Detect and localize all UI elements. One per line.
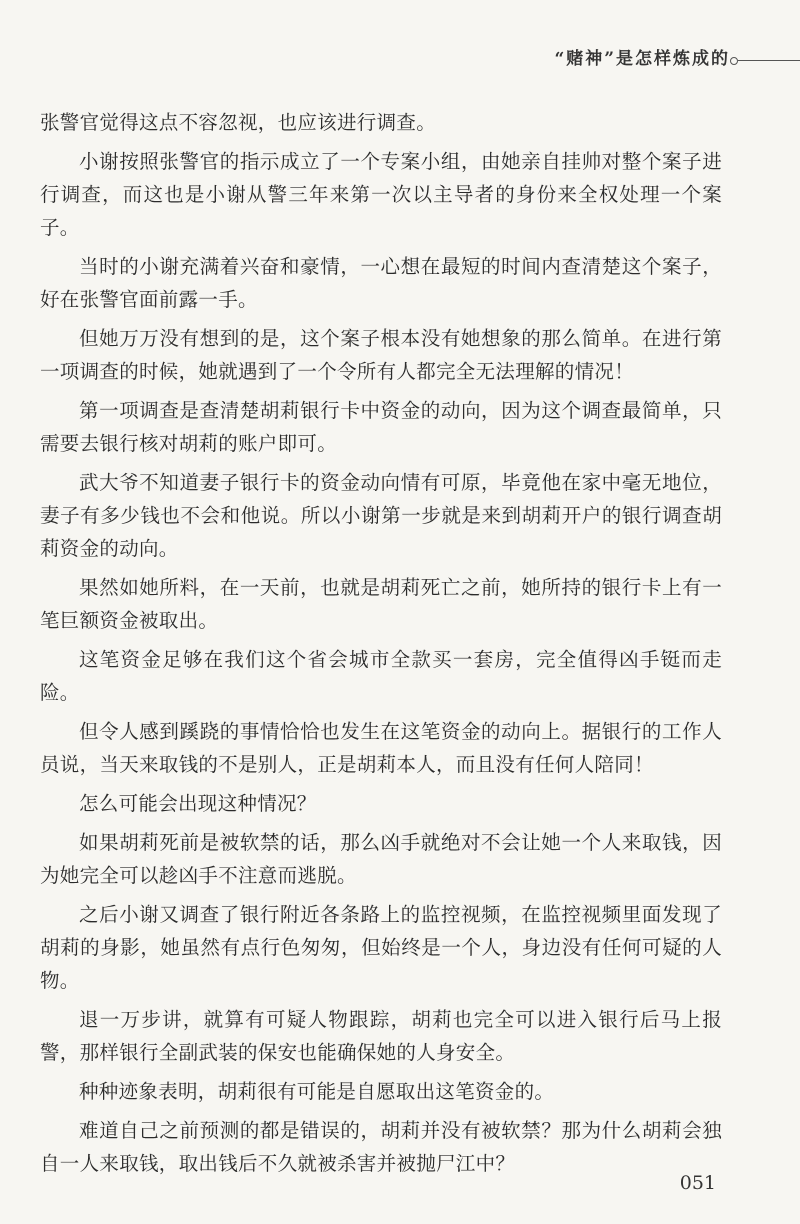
running-header-title: “赌神”是怎样炼成的 <box>554 49 730 69</box>
paragraph: 这笔资金足够在我们这个省会城市全款买一套房，完全值得凶手铤而走险。 <box>40 648 722 704</box>
paragraph: 如果胡莉死前是被软禁的话，那么凶手就绝对不会让她一个人来取钱，因为她完全可以趁凶手不注意而逃脱。 <box>40 831 722 887</box>
paragraph: 退一万步讲，就算有可疑人物跟踪，胡莉也完全可以进入银行后马上报警，那样银行全副武装的保安也能确保她的人身安全。 <box>40 1008 722 1064</box>
paragraph: 怎么可能会出现这种情况？ <box>79 792 317 815</box>
paragraph: 但她万万没有想到的是，这个案子根本没有她想象的那么简单。在进行第一项调查的时候，她就遇到了一个令所有人都完全无法理解的情况！ <box>40 327 722 383</box>
page-number: 051 <box>679 1172 716 1194</box>
paragraph: 当时的小谢充满着兴奋和豪情，一心想在最短的时间内查清楚这个案子，好在张警官面前露一手。 <box>40 255 722 311</box>
paragraph: 张警官觉得这点不容忽视，也应该进行调查。 <box>40 111 437 134</box>
paragraph: 难道自己之前预测的都是错误的，胡莉并没有被软禁？那为什么胡莉会独自一人来取钱，取出钱后不久就被杀害并被抛尸江中？ <box>40 1119 722 1175</box>
paragraph: 小谢按照张警官的指示成立了一个专案小组，由她亲自挂帅对整个案子进行调查，而这也是小谢从警三年来第一次以主导者的身份来全权处理一个案子。 <box>40 150 722 239</box>
paragraph: 武大爷不知道妻子银行卡的资金动向情有可原，毕竟他在家中毫无地位，妻子有多少钱也不会和他说。所以小谢第一步就是来到胡莉开户的银行调查胡莉资金的动向。 <box>40 471 722 560</box>
paragraph: 第一项调查是查清楚胡莉银行卡中资金的动向，因为这个调查最简单，只需要去银行核对胡莉的账户即可。 <box>40 399 722 455</box>
header-rule <box>738 60 800 61</box>
body-text <box>40 106 722 1186</box>
header-decoration <box>728 55 800 67</box>
paragraph: 种种迹象表明，胡莉很有可能是自愿取出这笔资金的。 <box>79 1080 555 1103</box>
paragraph: 但令人感到蹊跷的事情恰恰也发生在这笔资金的动向上。据银行的工作人员说，当天来取钱的不是别人，正是胡莉本人，而且没有任何人陪同！ <box>40 720 722 776</box>
header-circle-ornament <box>730 57 738 65</box>
paragraph: 之后小谢又调查了银行附近各条路上的监控视频，在监控视频里面发现了胡莉的身影，她虽然有点行色匆匆，但始终是一个人，身边没有任何可疑的人物。 <box>40 903 722 992</box>
paragraph: 果然如她所料，在一天前，也就是胡莉死亡之前，她所持的银行卡上有一笔巨额资金被取出。 <box>40 576 722 632</box>
